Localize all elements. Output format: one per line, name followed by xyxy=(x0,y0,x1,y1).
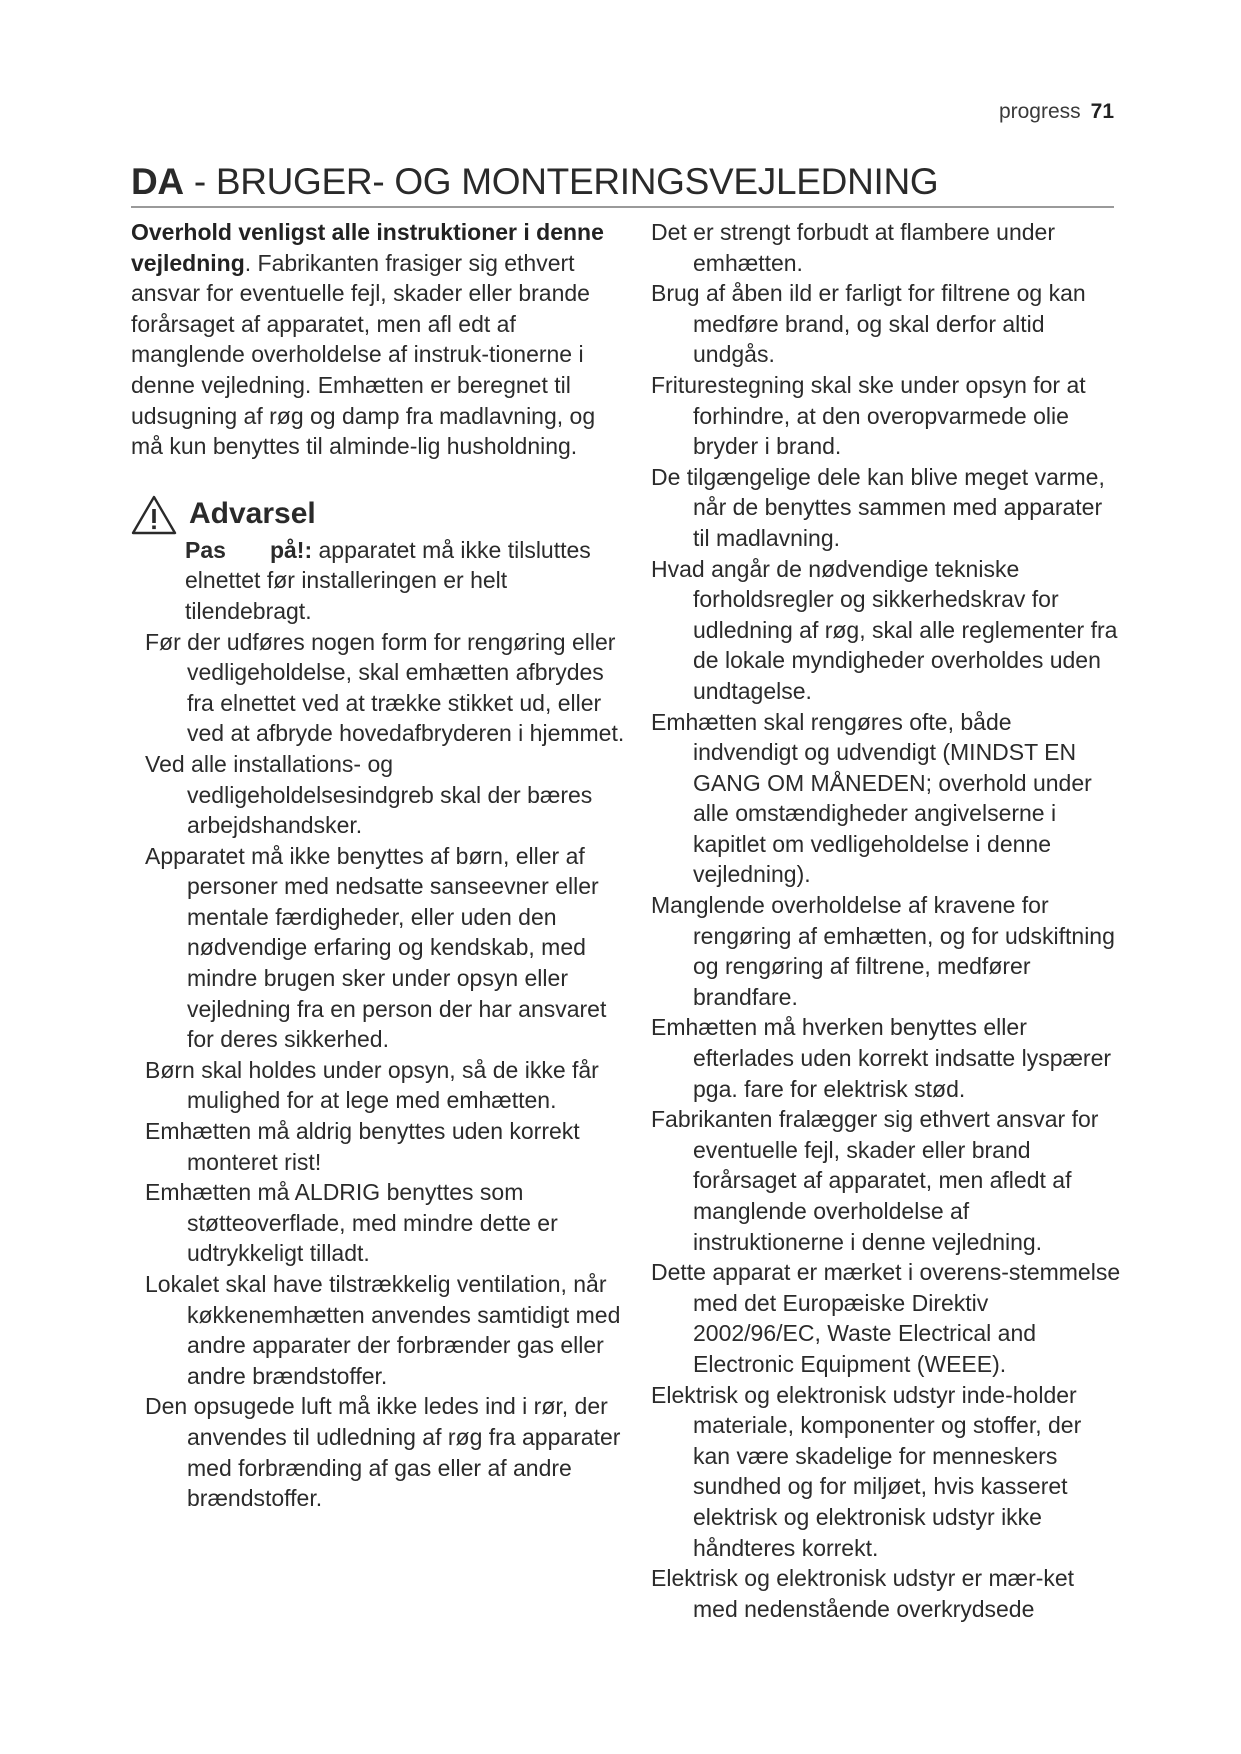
list-item: De tilgængelige dele kan blive meget varme, når de benyttes sammen med apparater til madlavning. xyxy=(651,463,1105,551)
intro-paragraph xyxy=(131,217,631,462)
intro-bold: Overhold venligst alle instruktioner i denne vejledning xyxy=(131,219,604,276)
left-column xyxy=(131,217,631,1514)
warning-heading xyxy=(131,495,631,535)
list-item: Fabrikanten fralægger sig ethvert ansvar for eventuelle fejl, skader eller brand forårsaget af apparatet, men afledt af manglende overholdelse af instruktionerne i denne vejledning. xyxy=(651,1106,1099,1255)
list-item: Det er strengt forbudt at flambere under emhætten. xyxy=(651,219,1055,276)
list-item: Børn skal holdes under opsyn, så de ikke får mulighed for at lege med emhætten. xyxy=(145,1056,599,1114)
list-item: Ved alle installations- og vedligeholdelsesindgreb skal der bæres arbejdshandsker. xyxy=(145,750,593,839)
brand-name: progress xyxy=(998,100,1081,123)
warning-title: Advarsel xyxy=(189,497,316,531)
intro-text: . Fabrikanten frasiger sig ethvert ansvar for eventuelle fejl, skader eller brande forårsaget af apparatet, men afl edt af manglende overholdelse af instruk-tionerne i denne vejledning. Emhætten er beregnet til udsugning af røg og damp fra madlavning, og må kun benyttes til alminde-lig husholdning. xyxy=(131,249,596,460)
list-item: Den opsugede luft må ikke ledes ind i rør, der anvendes til udledning af røg fra apparater med forbrænding af gas eller af andre brændstoffer. xyxy=(145,1393,621,1512)
list-item: Dette apparat er mærket i overens-stemmelse med det Europæiske Direktiv 2002/96/EC, Waste Electrical and Electronic Equipment (WEEE). xyxy=(651,1259,1121,1377)
warning-lead-text: apparatet må ikke tilsluttes elnettet før installeringen er helt tilendebragt. xyxy=(185,536,591,624)
list-item: Friturestegning skal ske under opsyn for at forhindre, at den overopvarmede olie bryder i brand. xyxy=(651,371,1086,460)
title-text: - BRUGER- OG MONTERINGSVEJLEDNING xyxy=(183,161,939,202)
warning-lead-bold-1: Pas xyxy=(185,536,226,563)
list-item: Før der udføres nogen form for rengøring eller vedligeholdelse, skal emhætten afbrydes fra elnettet ved at trække stikket ud, eller ved at afbryde hovedafbryderen i hjemmet. xyxy=(145,628,625,747)
list-item: Elektrisk og elektronisk udstyr inde-holder materiale, komponenter og stoffer, der kan være skadelige for menneskers sundhed og for miljøet, hvis kasseret elektrisk og elektronisk udstyr ikke håndteres korrekt. xyxy=(651,1381,1082,1561)
list-item: Emhætten skal rengøres ofte, både indvendigt og udvendigt (MINDST EN GANG OM MÅNEDEN; overhold under alle omstændigheder angivelserne i kapitlet om vedligeholdelse i denne vejledning). xyxy=(651,708,1092,888)
list-item: Emhætten må aldrig benyttes uden korrekt monteret rist! xyxy=(145,1118,580,1175)
title-divider xyxy=(131,206,1114,208)
warning-lead xyxy=(185,535,631,627)
page-title xyxy=(131,160,1114,204)
list-item: Elektrisk og elektronisk udstyr er mær-ket med nedenstående overkrydsede xyxy=(651,1565,1075,1622)
list-item: Lokalet skal have tilstrækkelig ventilation, når køkkenemhætten anvendes samtidigt med andre apparater der forbrænder gas eller andre brændstoffer. xyxy=(145,1271,621,1389)
page-header xyxy=(999,100,1114,124)
list-item: Emhætten må hverken benyttes eller efterlades uden korrekt indsatte lyspærer pga. fare for elektrisk stød. xyxy=(651,1014,1112,1102)
right-column xyxy=(651,217,1121,1624)
list-item: Emhætten må ALDRIG benyttes som støtteoverflade, med mindre dette er udtrykkeligt tilladt. xyxy=(145,1179,558,1267)
warning-list xyxy=(145,627,631,1514)
list-item: Manglende overholdelse af kravene for rengøring af emhætten, og for udskiftning og rengøring af filtrene, medfører brandfare. xyxy=(651,892,1115,1010)
list-item: Brug af åben ild er farligt for filtrene og kan medføre brand, og skal derfor altid undgås. xyxy=(651,280,1086,368)
list-item: Hvad angår de nødvendige tekniske forholdsregler og sikkerhedskrav for udledning af røg, skal alle reglementer fra de lokale myndigheder overholdes uden undtagelse. xyxy=(651,555,1118,704)
warning-triangle-icon xyxy=(131,495,177,535)
warning-lead-bold-2: på!: xyxy=(269,536,313,563)
language-code: DA xyxy=(131,161,184,202)
list-item: Apparatet må ikke benyttes af børn, eller af personer med nedsatte sanseevner eller mentale færdigheder, eller uden den nødvendige erfaring og kendskab, med mindre brugen sker under opsyn eller vejledning fra en person der har ansvaret for deres sikkerhed. xyxy=(145,842,607,1053)
page-number: 71 xyxy=(1090,100,1114,123)
safety-list xyxy=(651,217,1121,1624)
